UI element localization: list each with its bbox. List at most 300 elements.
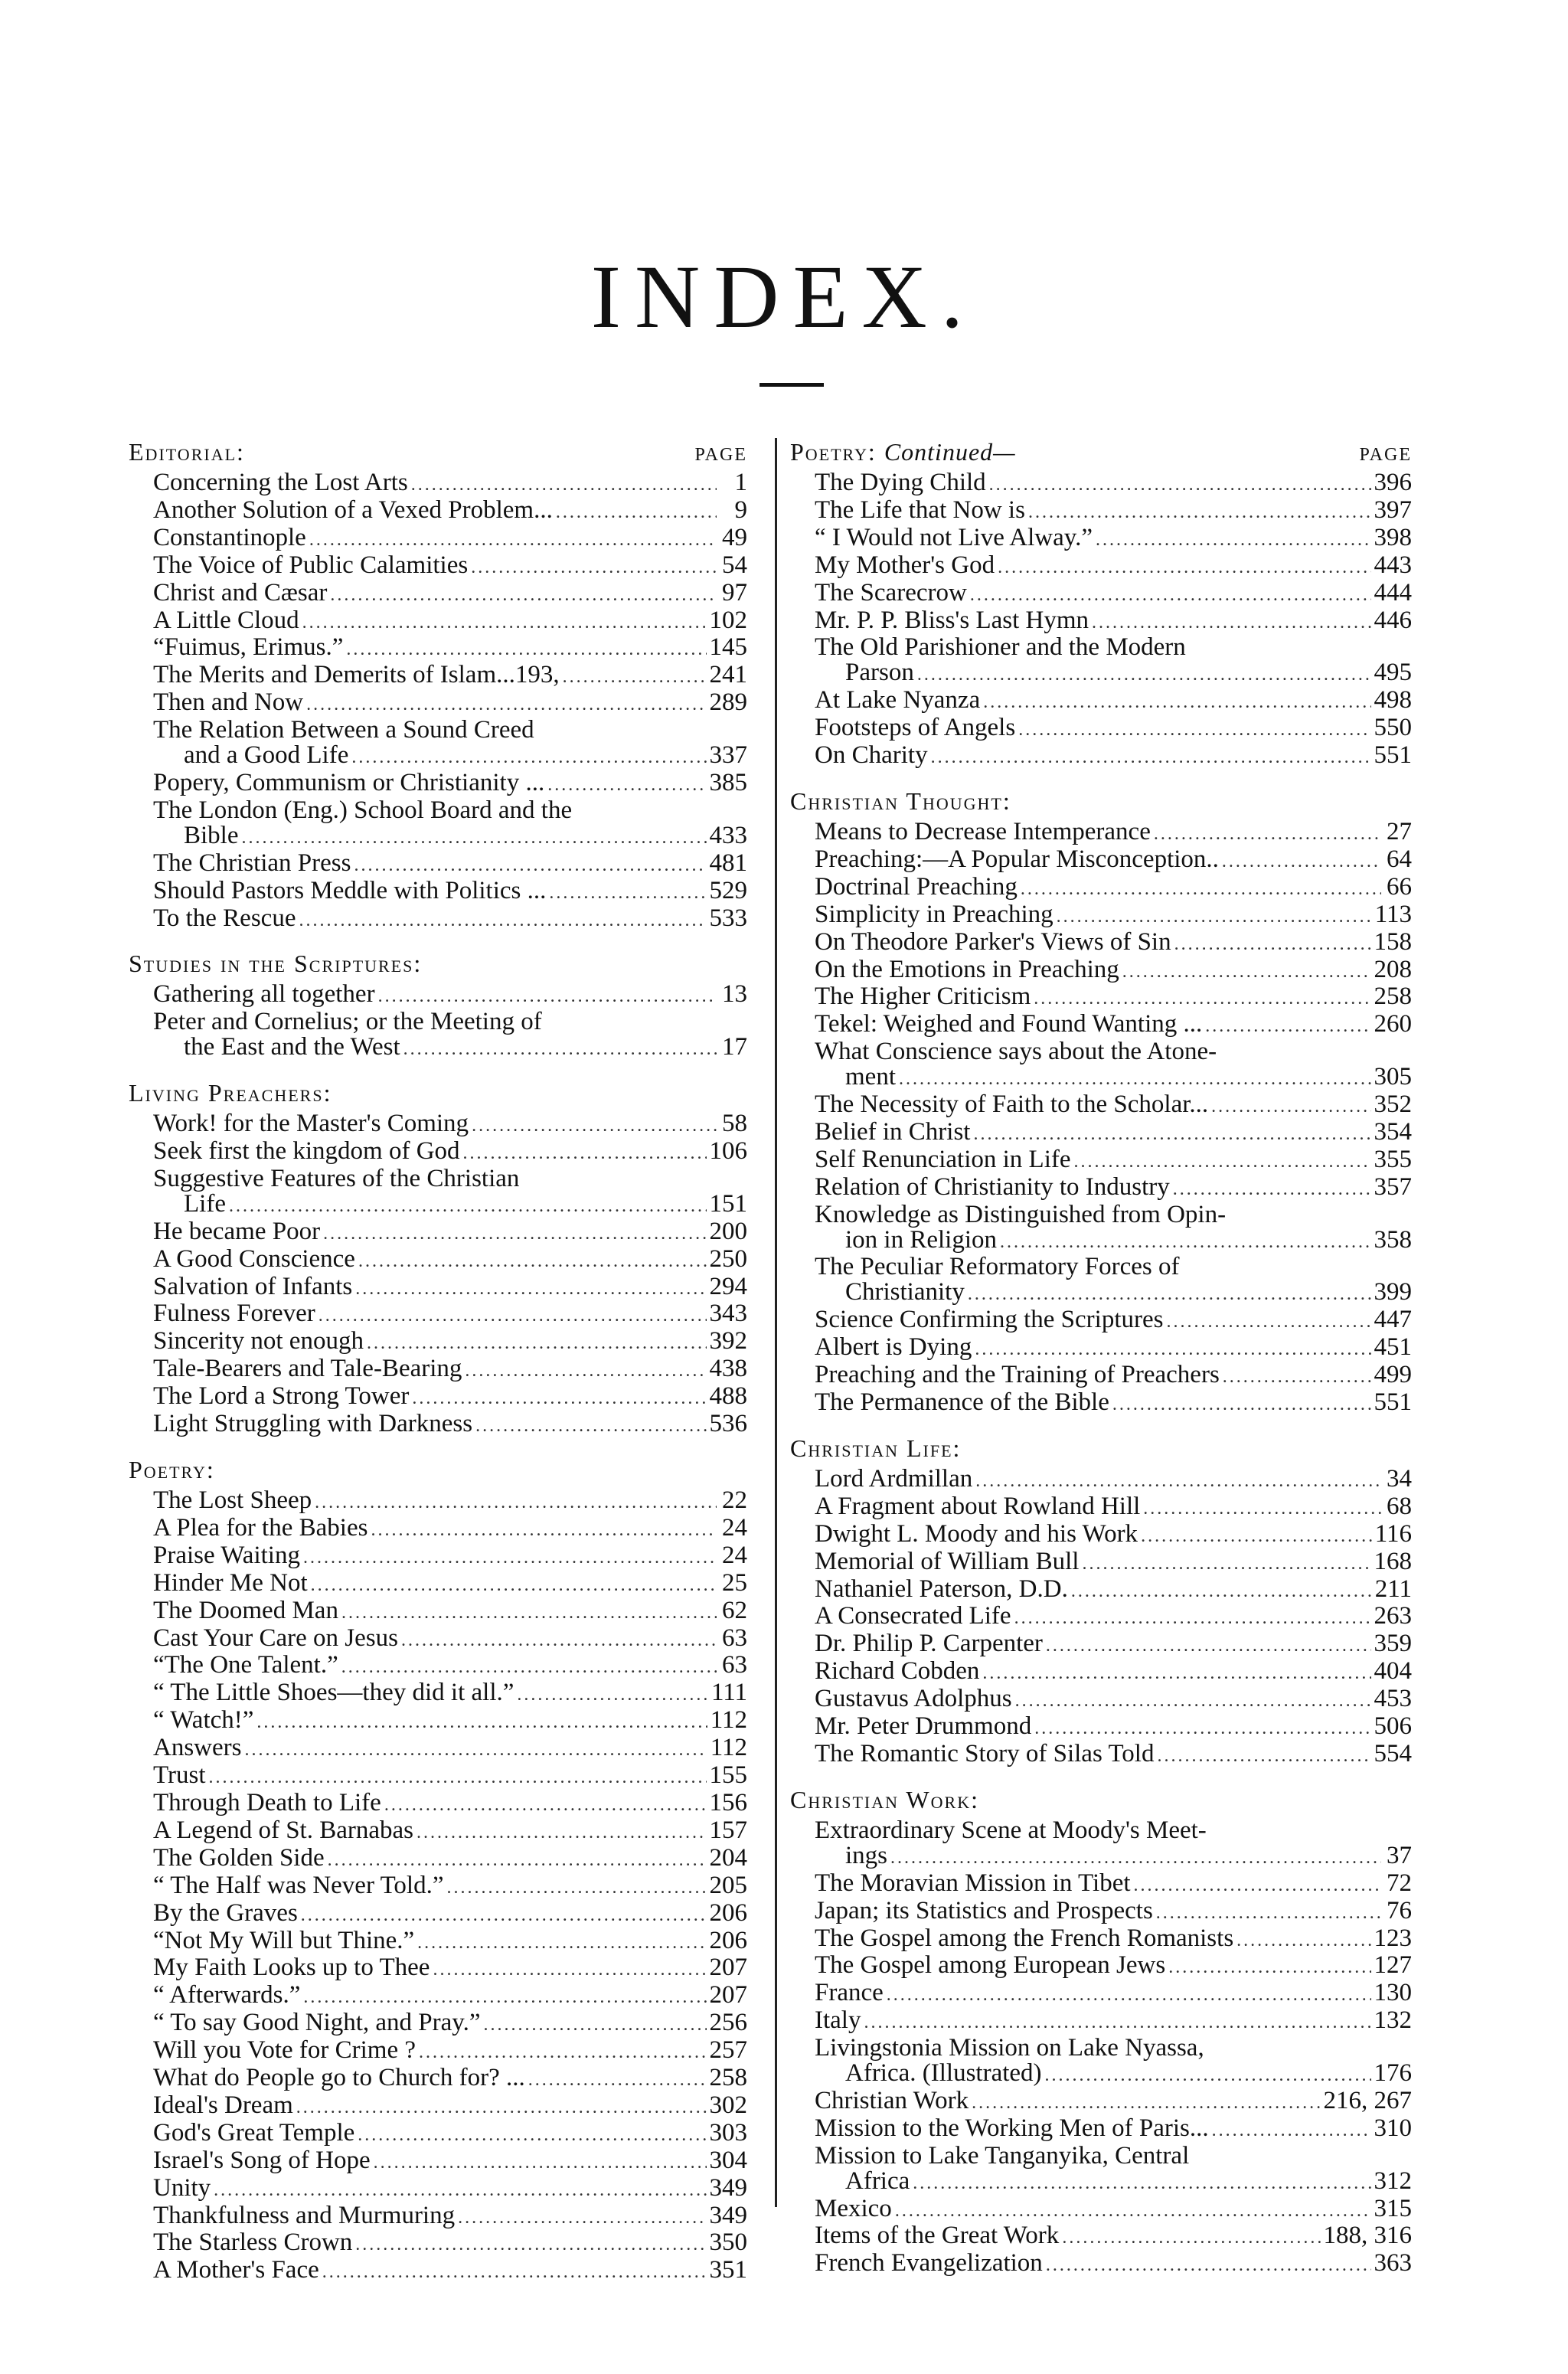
page-number: 385 (709, 768, 747, 796)
entry-title: The Moravian Mission in Tibet (815, 1869, 1131, 1897)
entry-title: ion in Religion (845, 1225, 997, 1254)
leader-dots (1168, 1955, 1370, 1980)
index-entry (129, 1955, 747, 1983)
entry-title: To the Rescue (153, 904, 296, 932)
leader-dots (311, 1573, 717, 1598)
entry-title: Suggestive Features of the Christian (153, 1164, 520, 1192)
page-number: 302 (709, 2091, 747, 2119)
leader-dots (346, 637, 706, 662)
page-number: 200 (709, 1217, 747, 1245)
index-entry (129, 1513, 747, 1543)
section-heading (129, 1079, 747, 1110)
index-entry (790, 525, 1412, 553)
index-section-living-preachers (129, 1079, 747, 1439)
page-number: 352 (1374, 1091, 1412, 1119)
page-number: 399 (1374, 1278, 1412, 1306)
index-entry (790, 1871, 1412, 1898)
leader-dots (209, 1765, 707, 1790)
entry-title: Science Confirming the Scriptures (815, 1306, 1164, 1334)
entry-title: The Voice of Public Calamities (153, 551, 469, 579)
entry-title: “ The Half was Never Told.” (153, 1871, 444, 1899)
index-entry (129, 1818, 747, 1846)
leader-dots (899, 1067, 1371, 1092)
page-number: 481 (709, 849, 747, 877)
page-number: 304 (709, 2146, 747, 2174)
page-number: 66 (1387, 872, 1412, 901)
leader-dots (1074, 1149, 1371, 1175)
leader-dots (214, 2178, 706, 2203)
page-number: 127 (1374, 1951, 1412, 1980)
leader-dots (306, 692, 706, 718)
index-entry (129, 2010, 747, 2038)
section-heading-text: Editorial: (129, 438, 245, 466)
leader-dots (998, 555, 1370, 580)
index-entry (790, 1980, 1412, 2008)
leader-dots (1028, 500, 1371, 525)
entry-title: French Evangelization (815, 2249, 1043, 2278)
page-number: 58 (722, 1110, 747, 1138)
page-number: 554 (1374, 1739, 1412, 1767)
index-entry (790, 495, 1412, 525)
page-number: 25 (722, 1568, 747, 1597)
leader-dots (1000, 1230, 1371, 1255)
page-number: 111 (710, 1679, 747, 1707)
leader-dots (315, 1490, 717, 1516)
page-number: 54 (722, 551, 747, 579)
entry-title: Memorial of William Bull (815, 1547, 1080, 1575)
page-number: 351 (709, 2256, 747, 2284)
section-heading (129, 950, 747, 980)
leader-dots (1134, 1873, 1381, 1898)
entry-title: Trust (153, 1761, 206, 1790)
index-entry (129, 1598, 747, 1626)
entry-title: Israel's Song of Hope (153, 2146, 371, 2174)
page-number: 49 (722, 523, 747, 551)
entry-title: The Gospel among the French Romanists (815, 1924, 1234, 1952)
page-number: 216, 267 (1323, 2086, 1412, 2114)
entry-title: The Peculiar Reformatory Forces of (815, 1253, 1180, 1281)
leader-dots (1071, 1579, 1372, 1604)
index-entry (129, 635, 747, 662)
page-number: 343 (709, 1300, 747, 1328)
page-number: 263 (1374, 1602, 1412, 1630)
entry-title: Seek first the kingdom of God (153, 1137, 460, 1166)
page-number: 1 (734, 469, 747, 496)
index-entry (790, 847, 1412, 875)
entry-title: The Christian Press (153, 849, 351, 877)
page-number: 188, 316 (1323, 2222, 1412, 2250)
leader-dots (1057, 904, 1372, 930)
entry-title: On Theodore Parker's Views of Sin (815, 927, 1171, 956)
page-number: 241 (709, 661, 747, 689)
index-entry (129, 798, 747, 823)
leader-dots (517, 1682, 708, 1708)
entry-title: Mission to the Working Men of Paris... (815, 2114, 1209, 2142)
leader-dots (1156, 1901, 1381, 1926)
index-entry (790, 1039, 1412, 1064)
entry-title: My Mother's God (815, 551, 995, 579)
leader-dots (384, 1793, 707, 1818)
page-number: 211 (1374, 1574, 1412, 1603)
page-column-label: PAGE (1359, 445, 1412, 465)
entry-title: Ideal's Dream (153, 2091, 293, 2119)
section-heading-text: Christian Life: (790, 1434, 962, 1462)
index-entry (790, 1012, 1412, 1039)
entry-title: By the Graves (153, 1898, 298, 1927)
leader-dots (1141, 1524, 1372, 1549)
index-entry (790, 1519, 1412, 1549)
entry-title: Mr. Peter Drummond (815, 1712, 1032, 1741)
entry-title: A Little Cloud (153, 606, 299, 634)
index-section-poetry (790, 438, 1412, 770)
index-entry (129, 823, 747, 851)
entry-title: Parson (845, 659, 914, 687)
entry-title: On the Emotions in Preaching (815, 955, 1119, 983)
leader-dots (1096, 528, 1370, 553)
page-number: 358 (1374, 1225, 1412, 1254)
entry-title: Will you Vote for Crime ? (153, 2036, 416, 2065)
leader-dots (416, 1820, 706, 1846)
index-entry (129, 1708, 747, 1735)
entry-title: The Starless Crown (153, 2228, 353, 2257)
leader-dots (244, 1738, 707, 1763)
left-column (129, 438, 747, 2302)
entry-title: The Lord a Strong Tower (153, 1382, 410, 1411)
entry-title: Self Renunciation in Life (815, 1145, 1071, 1173)
leader-dots (1034, 986, 1370, 1012)
leader-dots (973, 1122, 1370, 1147)
entry-title: Tale-Bearers and Tale-Bearing (153, 1355, 462, 1383)
page-number: 76 (1387, 1896, 1412, 1924)
leader-dots (972, 2091, 1320, 2116)
page-number: 157 (709, 1816, 747, 1844)
leader-dots (1143, 1496, 1381, 1522)
page-number: 444 (1374, 578, 1412, 607)
index-entry (129, 2258, 747, 2285)
entry-title: Items of the Great Work (815, 2222, 1060, 2250)
entry-title: A Consecrated Life (815, 1602, 1011, 1630)
index-entry (129, 878, 747, 906)
page-number: 303 (709, 2118, 747, 2147)
entry-title: Cast Your Care on Jesus (153, 1624, 398, 1652)
index-entry (129, 1274, 747, 1302)
index-entry (790, 1926, 1412, 1954)
page-number: 132 (1374, 2006, 1412, 2035)
index-entry (129, 2203, 747, 2231)
title-rule (760, 383, 824, 387)
page-number: 392 (709, 1327, 747, 1355)
page-number: 488 (709, 1382, 747, 1411)
index-entry (790, 2088, 1412, 2116)
index-entry (790, 1574, 1412, 1604)
page-number: 451 (1374, 1333, 1412, 1362)
index-entry (129, 470, 747, 498)
index-entry (790, 1818, 1412, 1843)
page-number: 312 (1374, 2166, 1412, 2195)
leader-dots (970, 583, 1371, 608)
entry-title: Footsteps of Angels (815, 714, 1016, 742)
leader-dots (367, 1331, 707, 1356)
section-heading-text: Christian Work: (790, 1785, 979, 1813)
page-number: 529 (709, 876, 747, 904)
entry-title: Christian Work (815, 2086, 969, 2114)
index-entry (790, 927, 1412, 957)
entry-title: Constantinople (153, 523, 306, 551)
entry-title: Popery, Communism or Christianity ... (153, 768, 545, 796)
entry-title: Africa (845, 2166, 910, 2195)
index-entry (790, 1064, 1412, 1092)
page-number: 551 (1374, 741, 1412, 770)
index-entry (790, 1362, 1412, 1390)
entry-title: Simplicity in Preaching (815, 900, 1054, 928)
index-entry (129, 1411, 747, 1439)
leader-dots (1174, 932, 1371, 957)
page-number: 97 (722, 578, 747, 607)
index-entry (790, 1714, 1412, 1741)
leader-dots (1222, 849, 1381, 875)
index-entry (790, 2036, 1412, 2061)
page-number: 123 (1374, 1924, 1412, 1952)
entry-title: Fulness Forever (153, 1300, 315, 1328)
page-number: 151 (709, 1189, 747, 1218)
leader-dots (484, 2013, 707, 2038)
entry-title: Mr. P. P. Bliss's Last Hymn (815, 606, 1089, 634)
leader-dots (1034, 1716, 1370, 1741)
index-entry (790, 2061, 1412, 2088)
leader-dots (975, 1469, 1381, 1494)
page-number: 112 (710, 1706, 747, 1735)
index-entry (790, 635, 1412, 660)
leader-dots (1082, 1552, 1370, 1577)
entry-title: Bible (184, 821, 239, 849)
entry-title: Japan; its Statistics and Prospects (815, 1896, 1153, 1924)
index-entry (129, 1384, 747, 1411)
index-entry (790, 1843, 1412, 1871)
entry-title: Hinder Me Not (153, 1568, 308, 1597)
index-entry (129, 2230, 747, 2258)
page-number: 447 (1374, 1306, 1412, 1334)
section-heading (129, 438, 747, 469)
leader-dots (412, 1386, 706, 1411)
leader-dots (411, 473, 717, 498)
entry-title: The Gospel among European Jews (815, 1951, 1166, 1980)
index-entry (790, 1953, 1412, 1980)
leader-dots (1014, 1606, 1371, 1631)
leader-dots (417, 1931, 706, 1956)
page-number: 258 (709, 2064, 747, 2092)
entry-title: God's Great Temple (153, 2118, 355, 2147)
page-number: 438 (709, 1355, 747, 1383)
leader-dots (374, 2150, 707, 2176)
leader-dots (1062, 2225, 1320, 2251)
index-entry (129, 718, 747, 743)
entry-title: What Conscience says about the Atone- (815, 1038, 1217, 1066)
section-heading-text: Living Preachers: (129, 1079, 332, 1107)
index-entry (790, 1741, 1412, 1769)
column-divider (775, 438, 777, 2207)
entry-title: Mexico (815, 2194, 892, 2222)
index-entry (129, 2173, 747, 2203)
leader-dots (309, 528, 717, 553)
entry-title: At Lake Nyanza (815, 686, 981, 714)
page-number: 206 (709, 1898, 747, 1927)
index-entry (129, 2038, 747, 2065)
leader-dots (318, 1303, 707, 1329)
page-number: 397 (1374, 495, 1412, 524)
leader-dots (301, 1903, 707, 1928)
entry-title: My Faith Looks up to Thee (153, 1954, 430, 1982)
leader-dots (528, 2068, 707, 2093)
entry-title: A Fragment about Rowland Hill (815, 1492, 1141, 1520)
entry-title: Christ and Cæsar (153, 578, 328, 607)
page-number: 207 (709, 1981, 747, 2009)
page-number: 551 (1374, 1388, 1412, 1416)
entry-title: A Legend of St. Barnabas (153, 1816, 414, 1844)
leader-dots (895, 2199, 1371, 2224)
index-entry (129, 1189, 747, 1219)
index-entry (129, 1329, 747, 1356)
index-entry (790, 872, 1412, 902)
index-entry (129, 1488, 747, 1516)
index-entry (790, 1307, 1412, 1335)
page-number: 176 (1374, 2059, 1412, 2088)
leader-dots (1018, 718, 1370, 743)
page-number: 27 (1387, 817, 1412, 845)
index-entry (790, 608, 1412, 636)
index-entry (790, 715, 1412, 743)
leader-dots (1046, 2253, 1371, 2278)
leader-dots (1211, 1094, 1370, 1120)
page-number: 495 (1374, 659, 1412, 687)
page-number: 349 (709, 2201, 747, 2229)
page-number: 354 (1374, 1117, 1412, 1146)
leader-dots (549, 881, 706, 906)
entry-title: The London (Eng.) School Board and the (153, 796, 573, 824)
entry-title: The Old Parishioner and the Modern (815, 633, 1186, 662)
leader-dots (351, 745, 706, 770)
index-entry (790, 819, 1412, 847)
index-entry (129, 1653, 747, 1680)
entry-title: Peter and Cornelius; or the Meeting of (153, 1008, 542, 1036)
page-number: 398 (1374, 523, 1412, 551)
index-entry (129, 1219, 747, 1247)
page-number: 396 (1374, 469, 1412, 496)
leader-dots (887, 1983, 1371, 2008)
entry-title: “Not My Will but Thine.” (153, 1926, 415, 1954)
index-entry (790, 580, 1412, 608)
page-number: 37 (1387, 1841, 1412, 1869)
index-section-christian-work (790, 1786, 1412, 2278)
entry-title: The Permanence of the Bible (815, 1388, 1109, 1416)
page-number: 258 (1374, 983, 1412, 1011)
leader-dots (378, 984, 717, 1009)
leader-dots (354, 853, 706, 878)
leader-dots (1205, 1014, 1370, 1039)
entry-title: The Golden Side (153, 1843, 325, 1872)
entry-title: Preaching:—A Popular Misconception.. (815, 845, 1219, 873)
entry-title: A Mother's Face (153, 2256, 319, 2284)
index-entry (129, 553, 747, 580)
page-number: 204 (709, 1843, 747, 1872)
entry-title: France (815, 1979, 884, 2007)
leader-dots (355, 1277, 706, 1302)
leader-dots (547, 773, 706, 798)
section-heading (129, 1456, 747, 1486)
page-number: 155 (709, 1761, 747, 1790)
index-entry (129, 1735, 747, 1763)
index-entry (129, 690, 747, 718)
entry-title: Livingstonia Mission on Lake Nyassa, (815, 2034, 1204, 2062)
index-entry (790, 1686, 1412, 1714)
leader-dots (322, 2260, 707, 2285)
page-number: 498 (1374, 686, 1412, 714)
index-entry (790, 2143, 1412, 2169)
page-number: 550 (1374, 714, 1412, 742)
leader-dots (341, 1601, 717, 1626)
leader-dots (358, 1249, 707, 1274)
leader-dots (1236, 1928, 1370, 1954)
entry-title: Africa. (Illustrated) (845, 2059, 1042, 2088)
section-heading (790, 438, 1412, 469)
leader-dots (447, 1875, 707, 1901)
index-entry (129, 2118, 747, 2148)
page-number: 102 (709, 606, 747, 634)
entry-title: Gustavus Adolphus (815, 1685, 1012, 1713)
index-entry (129, 495, 747, 525)
entry-title: the East and the West (184, 1033, 400, 1061)
section-heading (790, 1786, 1412, 1816)
entry-title: Italy (815, 2006, 861, 2035)
index-section-christian-life (790, 1434, 1412, 1769)
index-entry (129, 1983, 747, 2010)
entry-title: “ Afterwards.” (153, 1981, 301, 2009)
page-number: 260 (1374, 1010, 1412, 1038)
index-entry (790, 470, 1412, 498)
entry-title: Dr. Philip P. Carpenter (815, 1630, 1043, 1658)
index-entry (129, 1680, 747, 1708)
leader-dots (913, 2171, 1370, 2196)
entry-title: The Relation Between a Sound Creed (153, 716, 534, 744)
leader-dots (1166, 1310, 1370, 1335)
entry-title: Unity (153, 2173, 211, 2202)
entry-title: Life (184, 1189, 226, 1218)
index-entry (129, 1568, 747, 1598)
page-number: 145 (709, 633, 747, 662)
entry-title: Work! for the Master's Coming (153, 1110, 469, 1138)
entry-title: Answers (153, 1734, 242, 1762)
page-number: 22 (722, 1486, 747, 1514)
entry-title: Salvation of Infants (153, 1272, 353, 1300)
page-number: 257 (709, 2036, 747, 2065)
leader-dots (989, 473, 1371, 498)
page-number: 64 (1387, 845, 1412, 873)
leader-dots (864, 2010, 1370, 2036)
leader-dots (299, 908, 706, 934)
page-number: 112 (710, 1734, 747, 1762)
page-number: 34 (1387, 1464, 1412, 1493)
page-number: 106 (709, 1137, 747, 1166)
section-heading-text: Poetry: (790, 438, 877, 466)
entry-title: Dwight L. Moody and his Work (815, 1519, 1138, 1548)
leader-dots (419, 2040, 707, 2065)
index-section-editorial (129, 438, 747, 933)
index-entry (129, 1111, 747, 1139)
leader-dots (403, 1037, 717, 1062)
index-entry (790, 553, 1412, 580)
page-number: 357 (1374, 1172, 1412, 1201)
page-number: 62 (722, 1596, 747, 1624)
entry-title: Lord Ardmillan (815, 1464, 973, 1493)
